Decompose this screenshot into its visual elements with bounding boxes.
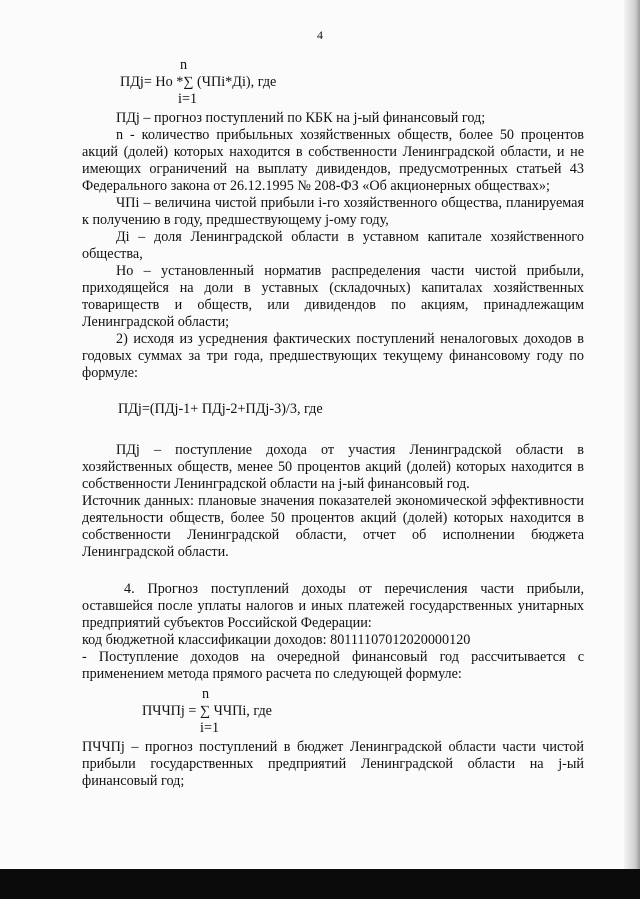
- formula-net-profit: [82, 683, 584, 739]
- definition-pdj-income: ПДj – поступление дохода от участия Ленинградской области в хозяйственных обществ, менее 50 процентов акций (долей) которых находится в собственности Ленинградской области на j-ый финансовый год.: [82, 442, 584, 492]
- page-number: 4: [317, 28, 323, 42]
- budget-code-line: код бюджетной классификации доходов: 80111107012020000120: [82, 632, 471, 648]
- sum-lower-limit: i=1: [200, 720, 220, 736]
- definition-pdj: ПДj – прогноз поступлений по КБК на j-ый финансовый год;: [116, 110, 486, 126]
- formula-expression: ПЧЧПj = ∑ ЧЧПi, где: [142, 703, 272, 719]
- formula-profit-forecast: [82, 54, 584, 110]
- method-line: - Поступление доходов на очередной финансовый год рассчитывается с применением метода прямого расчета по следующей формуле:: [82, 649, 584, 682]
- section-4-heading: 4. Прогноз поступлений доходы от перечисления части прибыли, оставшейся после уплаты налогов и иных платежей государственных унитарных предприятий субъектов Российской Федерации:: [82, 581, 584, 631]
- sum-upper-limit: n: [180, 57, 188, 73]
- scan-bottom-border: [0, 869, 640, 899]
- sum-upper-limit: n: [202, 686, 210, 702]
- definition-pchchpj: ПЧЧПj – прогноз поступлений в бюджет Ленинградской области части чистой прибыли государственных предприятий Ленинградской области на j-ый финансовый год;: [82, 739, 584, 789]
- document-body: [82, 54, 584, 790]
- definition-di: Дi – доля Ленинградской области в уставном капитале хозяйственного общества,: [82, 229, 584, 262]
- definition-no: Но – установленный норматив распределения части чистой прибыли, приходящейся на доли в уставных (складочных) капиталах хозяйственных товариществ и обществ, или дивидендов по акциям, принадлежащим Ленинградской области;: [82, 263, 584, 330]
- formula-average: ПДj=(ПДj-1+ ПДj-2+ПДj-3)/3, где: [118, 401, 323, 417]
- method-item-2: 2) исходя из усреднения фактических поступлений неналоговых доходов в годовых суммах за три года, предшествующих текущему финансовому году по формуле:: [82, 331, 584, 381]
- sum-lower-limit: i=1: [178, 91, 198, 107]
- formula-expression: ПДj= Но *∑ (ЧПi*Дi), где: [120, 74, 277, 90]
- data-source: Источник данных: плановые значения показателей экономической эффективности деятельности обществ, более 50 процентов акций (долей) которых находится в собственности Ленинградской области, отчет об исполнении бюджета Ленинградской области.: [82, 493, 584, 560]
- definition-n: n - количество прибыльных хозяйственных обществ, более 50 процентов акций (долей) которых находится в собственности Ленинградской области, и не имеющих ограничений на выплату дивидендов, предусмотренных статьей 43 Федерального закона от 26.12.1995 № 208-ФЗ «Об акционерных обществах»;: [82, 127, 584, 194]
- definition-chpi: ЧПi – величина чистой прибыли i-го хозяйственного общества, планируемая к получению в году, предшествующему j-ому году,: [82, 195, 584, 228]
- scan-edge: [624, 0, 640, 870]
